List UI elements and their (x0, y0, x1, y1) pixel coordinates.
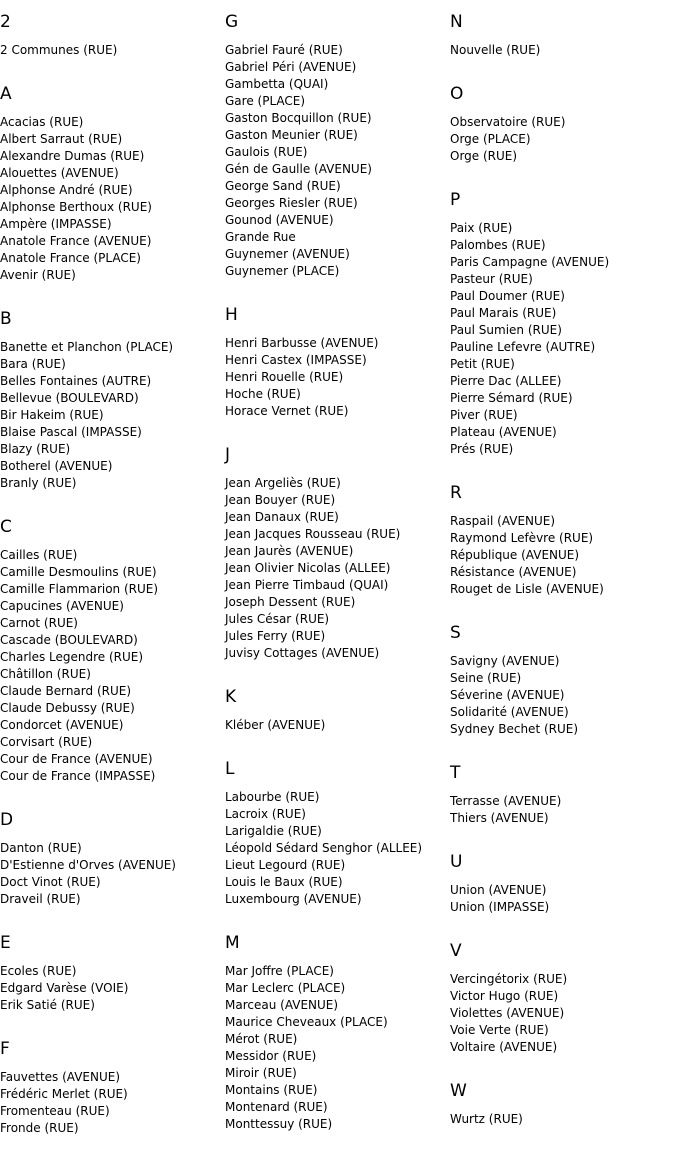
street-item: Léopold Sédard Senghor (ALLEE) (225, 841, 423, 855)
street-item: Corvisart (RUE) (0, 735, 93, 749)
street-item: Edgard Varèse (VOIE) (0, 981, 129, 995)
letter-heading: E (0, 933, 11, 953)
street-item: Piver (RUE) (450, 408, 518, 422)
street-item: Gare (PLACE) (225, 94, 306, 108)
street-item: Nouvelle (RUE) (450, 43, 541, 57)
street-item: Jean Argeliès (RUE) (225, 476, 341, 490)
street-item: Seine (RUE) (450, 671, 522, 685)
street-item: Frédéric Merlet (RUE) (0, 1087, 128, 1101)
letter-heading: K (225, 687, 237, 707)
street-list (225, 325, 450, 420)
street-item: Jean Jacques Rousseau (RUE) (225, 527, 401, 541)
street-item: Branly (RUE) (0, 476, 77, 490)
street-item: Union (AVENUE) (450, 883, 547, 897)
street-item: Gaston Meunier (RUE) (225, 128, 358, 142)
street-list (450, 643, 675, 738)
street-item: Jean Bouyer (RUE) (225, 493, 336, 507)
street-item: D'Estienne d'Orves (AVENUE) (0, 858, 176, 872)
street-item: Marceau (AVENUE) (225, 998, 339, 1012)
street-item: Lacroix (RUE) (225, 807, 306, 821)
street-item: Condorcet (AVENUE) (0, 718, 124, 732)
street-item: Louis le Baux (RUE) (225, 875, 343, 889)
letter-group (0, 59, 225, 284)
letter-group (225, 662, 450, 734)
street-item: Pierre Dac (ALLEE) (450, 374, 562, 388)
letter-group (450, 827, 675, 916)
street-list (0, 32, 225, 59)
street-item: Alphonse André (RUE) (0, 183, 133, 197)
street-item: Montains (RUE) (225, 1083, 318, 1097)
letter-group (225, 0, 450, 280)
street-list (450, 1101, 675, 1128)
street-list (225, 707, 450, 734)
street-item: Hoche (RUE) (225, 387, 301, 401)
street-list (225, 465, 450, 662)
street-item: Bara (RUE) (0, 357, 66, 371)
street-item: Alphonse Berthoux (RUE) (0, 200, 152, 214)
street-item: Orge (PLACE) (450, 132, 531, 146)
street-item: Messidor (RUE) (225, 1049, 317, 1063)
street-item: Raymond Lefèvre (RUE) (450, 531, 594, 545)
street-item: Observatoire (RUE) (450, 115, 566, 129)
street-item: Jules Ferry (RUE) (225, 629, 326, 643)
street-list (0, 537, 225, 785)
street-item: Savigny (AVENUE) (450, 654, 560, 668)
letter-group (450, 738, 675, 827)
street-item: Alexandre Dumas (RUE) (0, 149, 145, 163)
street-item: Montenard (RUE) (225, 1100, 328, 1114)
street-item: Cailles (RUE) (0, 548, 78, 562)
street-item: Résistance (AVENUE) (450, 565, 577, 579)
letter-group (0, 0, 225, 59)
letter-group (450, 916, 675, 1056)
letter-group (450, 598, 675, 738)
street-item: Châtillon (RUE) (0, 667, 91, 681)
street-item: Horace Vernet (RUE) (225, 404, 349, 418)
street-item: Joseph Dessent (RUE) (225, 595, 356, 609)
street-item: Camille Flammarion (RUE) (0, 582, 159, 596)
letter-heading: L (225, 759, 235, 779)
street-item: Fauvettes (AVENUE) (0, 1070, 121, 1084)
street-item: Union (IMPASSE) (450, 900, 550, 914)
street-item: Violettes (AVENUE) (450, 1006, 565, 1020)
letter-heading: B (0, 309, 12, 329)
street-item: Cour de France (IMPASSE) (0, 769, 156, 783)
street-item: Albert Sarraut (RUE) (0, 132, 123, 146)
street-column-3 (450, 0, 675, 1128)
street-item: Bir Hakeim (RUE) (0, 408, 104, 422)
street-item: Juvisy Cottages (AVENUE) (225, 646, 380, 660)
street-item: Doct Vinot (RUE) (0, 875, 101, 889)
letter-group (0, 785, 225, 908)
street-item: Miroir (RUE) (225, 1066, 297, 1080)
street-list (450, 104, 675, 165)
street-item: Carnot (RUE) (0, 616, 78, 630)
street-item: Ecoles (RUE) (0, 964, 77, 978)
street-item: Luxembourg (AVENUE) (225, 892, 362, 906)
street-item: Blazy (RUE) (0, 442, 71, 456)
street-item: Gaston Bocquillon (RUE) (225, 111, 372, 125)
letter-heading: A (0, 84, 12, 104)
street-item: Prés (RUE) (450, 442, 514, 456)
street-item: Petit (RUE) (450, 357, 515, 371)
street-list (450, 32, 675, 59)
letter-group (450, 1056, 675, 1128)
letter-group (225, 420, 450, 662)
street-item: Raspail (AVENUE) (450, 514, 556, 528)
street-column-2 (225, 0, 450, 1133)
street-item: Gabriel Fauré (RUE) (225, 43, 343, 57)
street-item: Voie Verte (RUE) (450, 1023, 549, 1037)
street-item: Mar Joffre (PLACE) (225, 964, 334, 978)
letter-heading: G (225, 12, 239, 32)
letter-heading: C (0, 517, 12, 537)
street-item: Séverine (AVENUE) (450, 688, 565, 702)
street-item: Camille Desmoulins (RUE) (0, 565, 157, 579)
street-list (450, 783, 675, 827)
letter-heading: R (450, 483, 462, 503)
street-item: Guynemer (PLACE) (225, 264, 340, 278)
street-item: Gambetta (QUAI) (225, 77, 329, 91)
street-item: Paul Sumien (RUE) (450, 323, 562, 337)
street-item: Fronde (RUE) (0, 1121, 79, 1135)
street-item: Avenir (RUE) (0, 268, 76, 282)
street-item: Mérot (RUE) (225, 1032, 298, 1046)
street-item: Monttessuy (RUE) (225, 1117, 333, 1131)
street-list (450, 503, 675, 598)
letter-heading: N (450, 12, 463, 32)
street-item: Jean Pierre Timbaud (QUAI) (225, 578, 389, 592)
letter-group (0, 492, 225, 785)
letter-heading: M (225, 933, 240, 953)
street-list (225, 953, 450, 1133)
street-item: Pasteur (RUE) (450, 272, 533, 286)
street-item: Grande Rue (225, 230, 296, 244)
street-item: Maurice Cheveaux (PLACE) (225, 1015, 388, 1029)
street-item: Georges Riesler (RUE) (225, 196, 358, 210)
street-item: Jean Jaurès (AVENUE) (225, 544, 354, 558)
street-item: Guynemer (AVENUE) (225, 247, 350, 261)
street-item: Pierre Sémard (RUE) (450, 391, 573, 405)
street-item: Voltaire (AVENUE) (450, 1040, 558, 1054)
street-item: Labourbe (RUE) (225, 790, 320, 804)
letter-heading: S (450, 623, 461, 643)
street-item: Victor Hugo (RUE) (450, 989, 559, 1003)
street-item: Jules César (RUE) (225, 612, 330, 626)
street-item: Cour de France (AVENUE) (0, 752, 153, 766)
street-list (0, 830, 225, 908)
street-item: Draveil (RUE) (0, 892, 81, 906)
street-item: Anatole France (AVENUE) (0, 234, 152, 248)
street-list (0, 1059, 225, 1137)
letter-group (225, 280, 450, 420)
street-item: Gaulois (RUE) (225, 145, 308, 159)
street-item: Cascade (BOULEVARD) (0, 633, 138, 647)
letter-heading: T (450, 763, 461, 783)
street-item: 2 Communes (RUE) (0, 43, 118, 57)
street-item: Jean Danaux (RUE) (225, 510, 339, 524)
street-item: Orge (RUE) (450, 149, 518, 163)
street-list (225, 32, 450, 280)
street-item: Belles Fontaines (AUTRE) (0, 374, 152, 388)
letter-heading: O (450, 84, 464, 104)
street-list (0, 104, 225, 284)
street-item: Fromenteau (RUE) (0, 1104, 110, 1118)
street-item: Alouettes (AVENUE) (0, 166, 119, 180)
street-list (0, 329, 225, 492)
street-item: Henri Barbusse (AVENUE) (225, 336, 379, 350)
street-item: Paris Campagne (AVENUE) (450, 255, 610, 269)
letter-heading: V (450, 941, 462, 961)
street-item: Larigaldie (RUE) (225, 824, 322, 838)
street-item: Gén de Gaulle (AVENUE) (225, 162, 372, 176)
street-item: George Sand (RUE) (225, 179, 341, 193)
street-item: Charles Legendre (RUE) (0, 650, 144, 664)
street-item: Botherel (AVENUE) (0, 459, 113, 473)
street-item: Solidarité (AVENUE) (450, 705, 569, 719)
street-item: Claude Bernard (RUE) (0, 684, 132, 698)
street-column-1 (0, 0, 225, 1137)
letter-heading: D (0, 810, 14, 830)
street-item: Banette et Planchon (PLACE) (0, 340, 174, 354)
street-item: Capucines (AVENUE) (0, 599, 124, 613)
street-list (450, 961, 675, 1056)
street-item: Henri Castex (IMPASSE) (225, 353, 367, 367)
street-list (450, 210, 675, 458)
street-item: Sydney Bechet (RUE) (450, 722, 579, 736)
street-list (225, 779, 450, 908)
street-item: Henri Rouelle (RUE) (225, 370, 344, 384)
street-item: Paul Doumer (RUE) (450, 289, 565, 303)
street-item: Erik Satié (RUE) (0, 998, 95, 1012)
street-item: Pauline Lefevre (AUTRE) (450, 340, 596, 354)
street-item: Acacias (RUE) (0, 115, 84, 129)
letter-heading: U (450, 852, 463, 872)
street-item: Terrasse (AVENUE) (450, 794, 562, 808)
letter-heading: 2 (0, 12, 11, 32)
street-item: Danton (RUE) (0, 841, 82, 855)
letter-group (225, 734, 450, 908)
letter-group (0, 908, 225, 1014)
street-item: Anatole France (PLACE) (0, 251, 141, 265)
street-item: Paix (RUE) (450, 221, 513, 235)
letter-heading: H (225, 305, 238, 325)
street-item: Mar Leclerc (PLACE) (225, 981, 346, 995)
letter-group (0, 1014, 225, 1137)
street-item: Claude Debussy (RUE) (0, 701, 135, 715)
street-item: Blaise Pascal (IMPASSE) (0, 425, 142, 439)
letter-group (450, 0, 675, 59)
street-item: Palombes (RUE) (450, 238, 546, 252)
street-item: Kléber (AVENUE) (225, 718, 326, 732)
street-item: Bellevue (BOULEVARD) (0, 391, 139, 405)
street-item: Rouget de Lisle (AVENUE) (450, 582, 604, 596)
letter-heading: F (0, 1039, 10, 1059)
street-item: Thiers (AVENUE) (450, 811, 549, 825)
letter-group (450, 165, 675, 458)
street-item: Ampère (IMPASSE) (0, 217, 112, 231)
street-item: République (AVENUE) (450, 548, 580, 562)
street-item: Wurtz (RUE) (450, 1112, 523, 1126)
street-item: Paul Marais (RUE) (450, 306, 557, 320)
letter-heading: P (450, 190, 461, 210)
street-item: Plateau (AVENUE) (450, 425, 557, 439)
letter-group (225, 908, 450, 1133)
letter-group (0, 284, 225, 492)
letter-group (450, 59, 675, 165)
street-item: Gabriel Péri (AVENUE) (225, 60, 357, 74)
street-item: Vercingétorix (RUE) (450, 972, 568, 986)
letter-group (450, 458, 675, 598)
street-item: Lieut Legourd (RUE) (225, 858, 346, 872)
letter-heading: W (450, 1081, 467, 1101)
street-list (0, 953, 225, 1014)
letter-heading: J (225, 445, 231, 465)
street-list (450, 872, 675, 916)
street-item: Jean Olivier Nicolas (ALLEE) (225, 561, 391, 575)
street-item: Gounod (AVENUE) (225, 213, 334, 227)
